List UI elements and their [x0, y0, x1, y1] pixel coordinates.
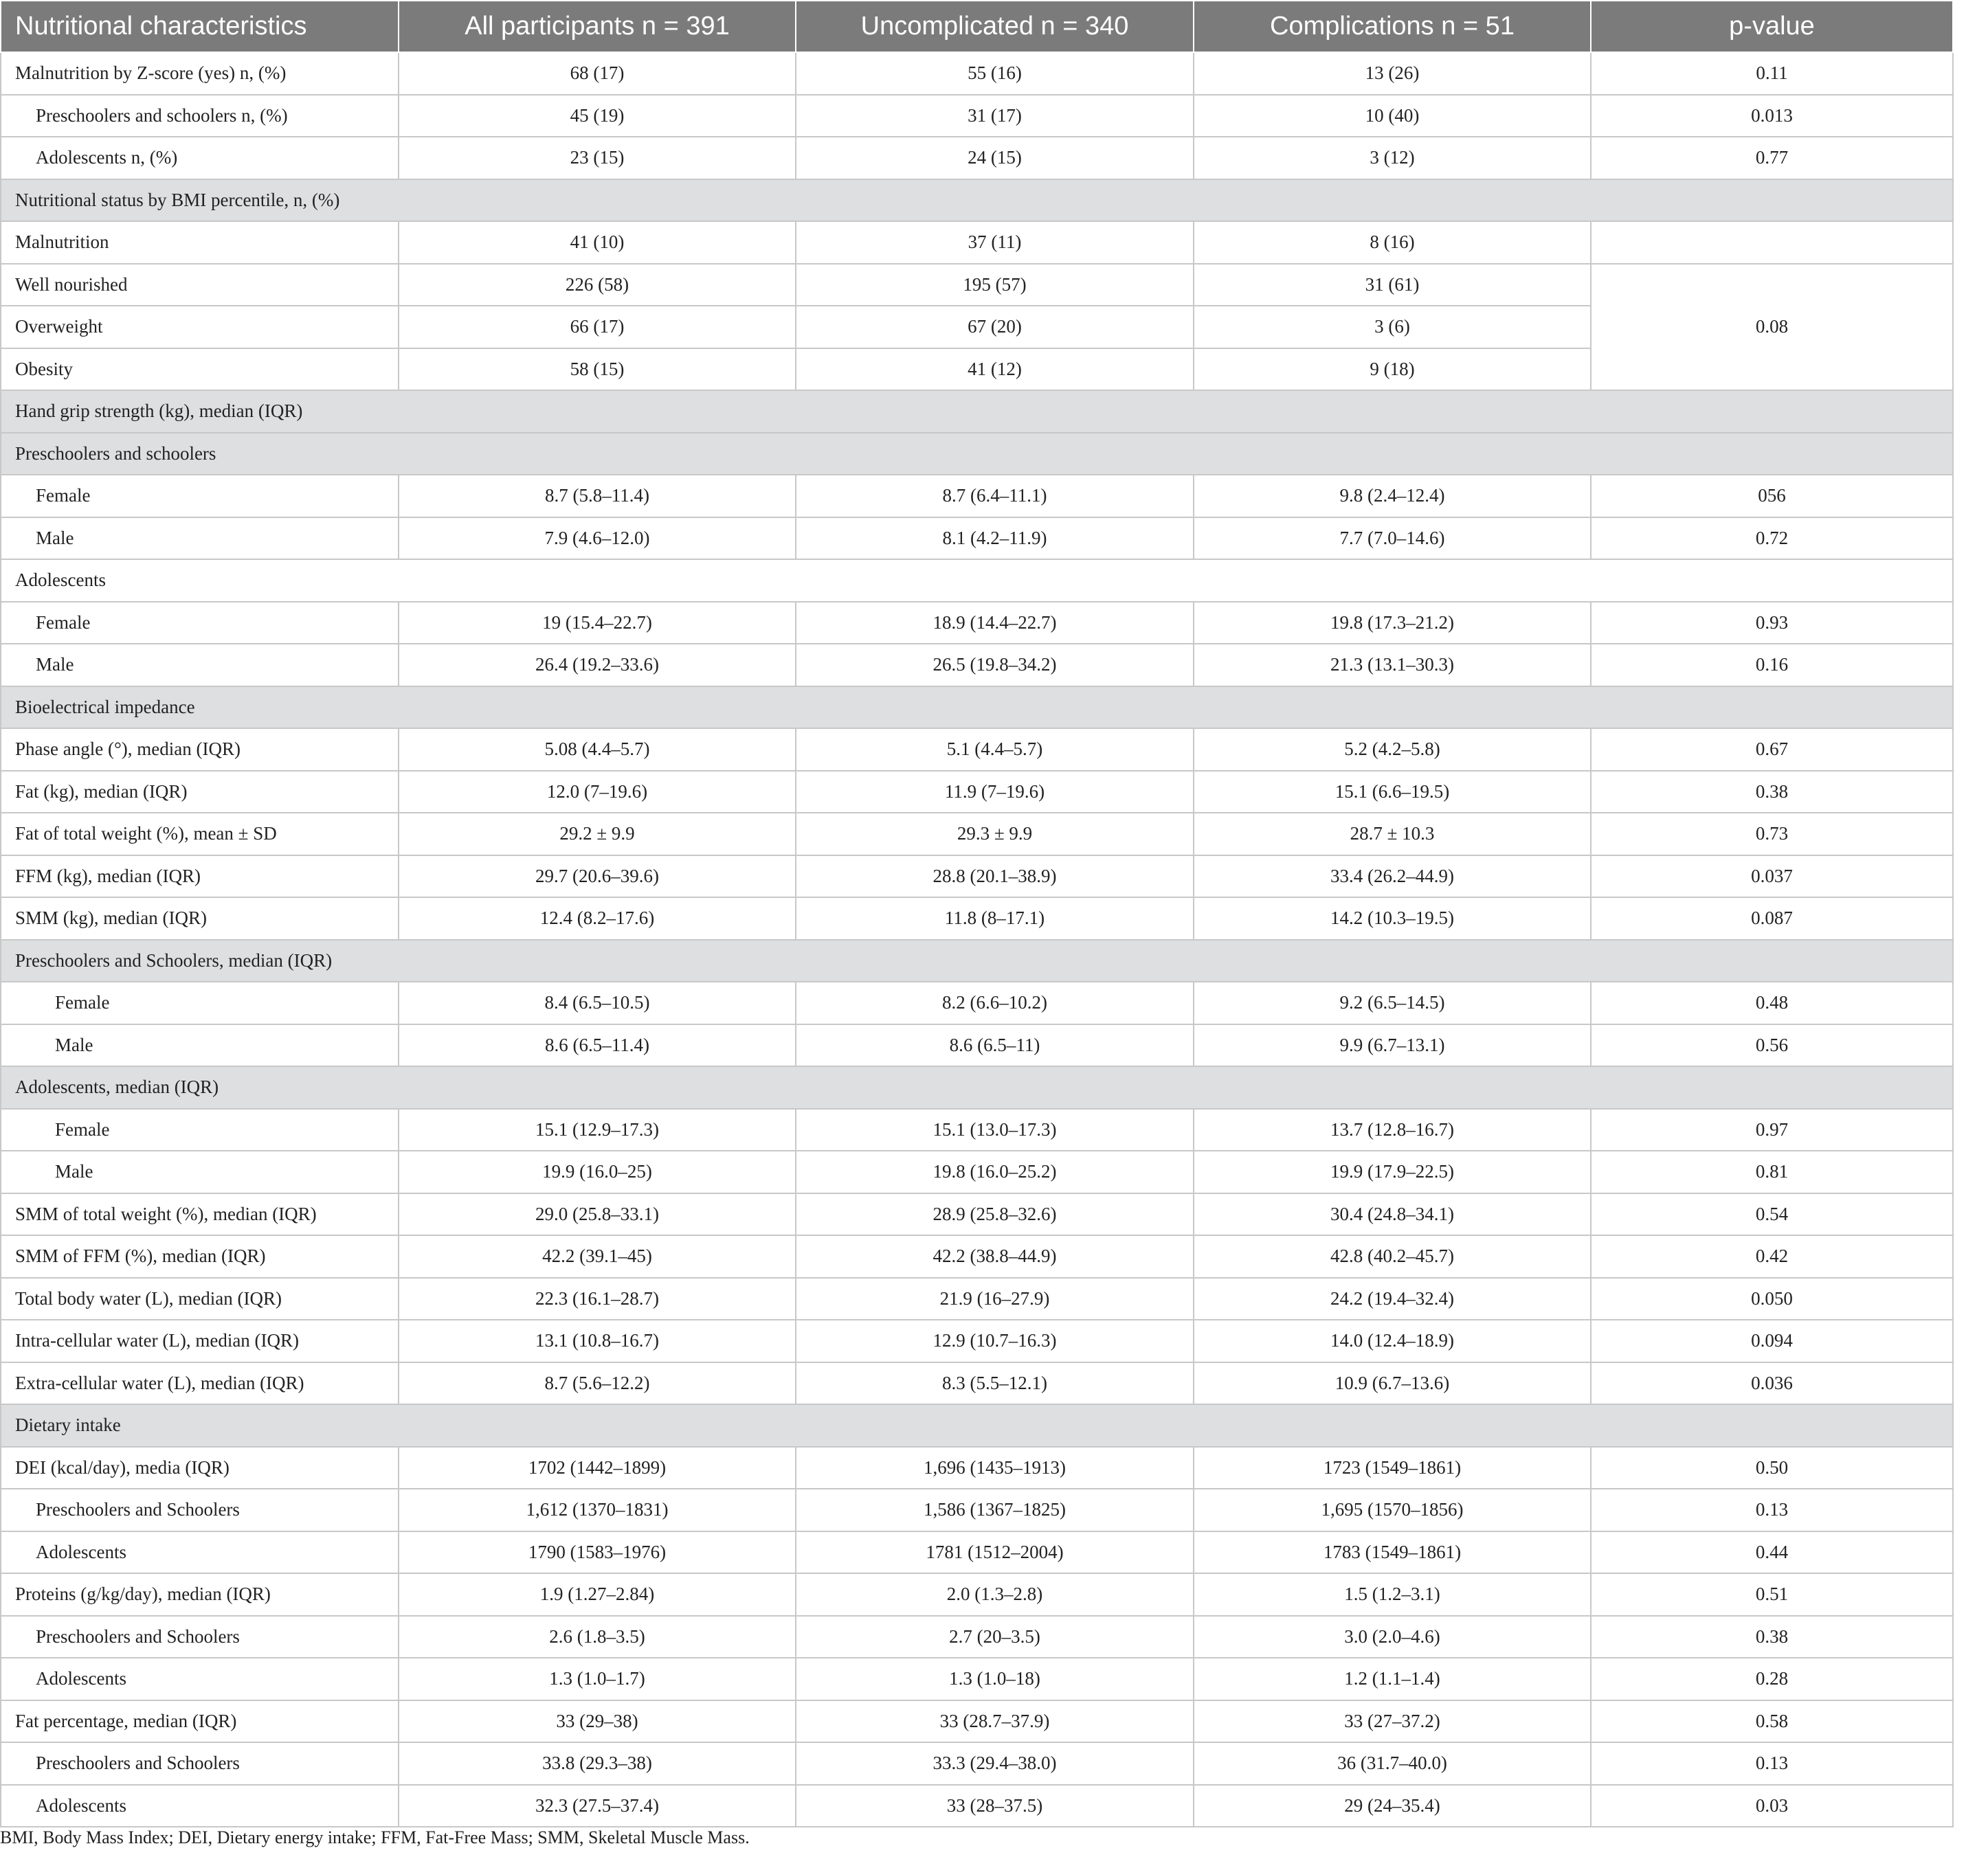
cell-p-value: 0.036 — [1591, 1362, 1953, 1405]
cell-comp: 30.4 (24.8–34.1) — [1194, 1193, 1591, 1236]
cell-unc: 11.9 (7–19.6) — [796, 771, 1194, 813]
table-row — [1, 221, 1953, 264]
cell-comp: 10 (40) — [1194, 95, 1591, 137]
table-row — [1, 264, 1953, 306]
cell-all: 23 (15) — [399, 137, 796, 179]
header-p-value: p-value — [1591, 1, 1953, 52]
cell-all: 1790 (1583–1976) — [399, 1531, 796, 1574]
cell-p-value: 0.81 — [1591, 1151, 1953, 1193]
cell-p-value: 0.77 — [1591, 137, 1953, 179]
table-row — [1, 1489, 1953, 1531]
cell-comp: 9.9 (6.7–13.1) — [1194, 1024, 1591, 1067]
cell-unc: 1,696 (1435–1913) — [796, 1447, 1194, 1489]
header-complications: Complications n = 51 — [1194, 1, 1591, 52]
cell-comp: 36 (31.7–40.0) — [1194, 1742, 1591, 1785]
row-label: Adolescents — [1, 1531, 399, 1574]
cell-p-value: 0.050 — [1591, 1278, 1953, 1320]
cell-all: 1,612 (1370–1831) — [399, 1489, 796, 1531]
cell-p-value: 0.28 — [1591, 1658, 1953, 1700]
cell-unc: 2.0 (1.3–2.8) — [796, 1573, 1194, 1616]
cell-p-value: 0.13 — [1591, 1489, 1953, 1531]
table-row — [1, 855, 1953, 898]
group-label: Adolescents — [1, 559, 1953, 602]
cell-p-value: 0.38 — [1591, 1616, 1953, 1658]
cell-p-value: 0.38 — [1591, 771, 1953, 813]
table-row — [1, 559, 1953, 602]
table-row — [1, 517, 1953, 560]
cell-all: 29.7 (20.6–39.6) — [399, 855, 796, 898]
cell-unc: 1.3 (1.0–18) — [796, 1658, 1194, 1700]
section-row — [1, 940, 1953, 982]
row-label: Preschoolers and Schoolers — [1, 1489, 399, 1531]
cell-all: 29.0 (25.8–33.1) — [399, 1193, 796, 1236]
table-row — [1, 1024, 1953, 1067]
row-label: Total body water (L), median (IQR) — [1, 1278, 399, 1320]
cell-comp: 31 (61) — [1194, 264, 1591, 306]
cell-p-value: 0.97 — [1591, 1109, 1953, 1151]
cell-p-value: 0.16 — [1591, 644, 1953, 686]
cell-all: 7.9 (4.6–12.0) — [399, 517, 796, 560]
cell-comp: 5.2 (4.2–5.8) — [1194, 728, 1591, 771]
cell-p-value — [1591, 221, 1953, 264]
cell-comp: 21.3 (13.1–30.3) — [1194, 644, 1591, 686]
cell-p-value: 0.51 — [1591, 1573, 1953, 1616]
cell-comp: 33.4 (26.2–44.9) — [1194, 855, 1591, 898]
cell-p-value: 0.50 — [1591, 1447, 1953, 1489]
cell-comp: 13.7 (12.8–16.7) — [1194, 1109, 1591, 1151]
header-characteristics: Nutritional characteristics — [1, 1, 399, 52]
cell-comp: 19.8 (17.3–21.2) — [1194, 602, 1591, 644]
cell-comp: 9.2 (6.5–14.5) — [1194, 982, 1591, 1024]
cell-p-value: 0.48 — [1591, 982, 1953, 1024]
cell-unc: 1781 (1512–2004) — [796, 1531, 1194, 1574]
table-row — [1, 95, 1953, 137]
row-label: Intra-cellular water (L), median (IQR) — [1, 1320, 399, 1362]
cell-unc: 8.3 (5.5–12.1) — [796, 1362, 1194, 1405]
row-label: Fat of total weight (%), mean ± SD — [1, 813, 399, 855]
cell-all: 1.3 (1.0–1.7) — [399, 1658, 796, 1700]
cell-comp: 1723 (1549–1861) — [1194, 1447, 1591, 1489]
cell-p-value: 0.72 — [1591, 517, 1953, 560]
cell-unc: 67 (20) — [796, 306, 1194, 348]
row-label: Female — [1, 602, 399, 644]
cell-all: 42.2 (39.1–45) — [399, 1235, 796, 1278]
header-row — [1, 1, 1953, 52]
table-row — [1, 475, 1953, 517]
row-label: Well nourished — [1, 264, 399, 306]
cell-all: 41 (10) — [399, 221, 796, 264]
cell-all: 13.1 (10.8–16.7) — [399, 1320, 796, 1362]
cell-unc: 28.8 (20.1–38.9) — [796, 855, 1194, 898]
cell-p-value: 0.08 — [1591, 264, 1953, 391]
cell-comp: 33 (27–37.2) — [1194, 1700, 1591, 1743]
cell-comp: 42.8 (40.2–45.7) — [1194, 1235, 1591, 1278]
section-row — [1, 686, 1953, 729]
table-row — [1, 1362, 1953, 1405]
cell-unc: 31 (17) — [796, 95, 1194, 137]
table-row — [1, 1573, 1953, 1616]
row-label: Overweight — [1, 306, 399, 348]
section-label: Adolescents, median (IQR) — [1, 1066, 1953, 1109]
cell-unc: 15.1 (13.0–17.3) — [796, 1109, 1194, 1151]
cell-unc: 11.8 (8–17.1) — [796, 897, 1194, 940]
table-row — [1, 1700, 1953, 1743]
row-label: Preschoolers and Schoolers — [1, 1742, 399, 1785]
cell-all: 29.2 ± 9.9 — [399, 813, 796, 855]
table-body — [1, 52, 1953, 1827]
cell-all: 8.7 (5.8–11.4) — [399, 475, 796, 517]
cell-comp: 14.0 (12.4–18.9) — [1194, 1320, 1591, 1362]
cell-p-value: 0.013 — [1591, 95, 1953, 137]
cell-unc: 21.9 (16–27.9) — [796, 1278, 1194, 1320]
table-row — [1, 1235, 1953, 1278]
cell-all: 22.3 (16.1–28.7) — [399, 1278, 796, 1320]
row-label: Female — [1, 1109, 399, 1151]
table-row — [1, 1320, 1953, 1362]
cell-comp: 29 (24–35.4) — [1194, 1785, 1591, 1827]
row-label: Adolescents — [1, 1785, 399, 1827]
cell-unc: 29.3 ± 9.9 — [796, 813, 1194, 855]
row-label: DEI (kcal/day), media (IQR) — [1, 1447, 399, 1489]
row-label: Female — [1, 475, 399, 517]
cell-comp: 3 (12) — [1194, 137, 1591, 179]
cell-unc: 24 (15) — [796, 137, 1194, 179]
table-row — [1, 1616, 1953, 1658]
row-label: Fat (kg), median (IQR) — [1, 771, 399, 813]
table-row — [1, 1278, 1953, 1320]
cell-all: 226 (58) — [399, 264, 796, 306]
cell-comp: 1,695 (1570–1856) — [1194, 1489, 1591, 1531]
section-label: Nutritional status by BMI percentile, n, (%) — [1, 179, 1953, 222]
cell-unc: 28.9 (25.8–32.6) — [796, 1193, 1194, 1236]
row-label: SMM of total weight (%), median (IQR) — [1, 1193, 399, 1236]
cell-comp: 1.2 (1.1–1.4) — [1194, 1658, 1591, 1700]
cell-all: 12.4 (8.2–17.6) — [399, 897, 796, 940]
cell-unc: 12.9 (10.7–16.3) — [796, 1320, 1194, 1362]
header-all-participants: All participants n = 391 — [399, 1, 796, 52]
row-label: Malnutrition — [1, 221, 399, 264]
row-label: Obesity — [1, 348, 399, 391]
cell-unc: 8.7 (6.4–11.1) — [796, 475, 1194, 517]
cell-p-value: 0.094 — [1591, 1320, 1953, 1362]
cell-all: 58 (15) — [399, 348, 796, 391]
cell-unc: 18.9 (14.4–22.7) — [796, 602, 1194, 644]
cell-unc: 42.2 (38.8–44.9) — [796, 1235, 1194, 1278]
section-label: Hand grip strength (kg), median (IQR) — [1, 390, 1953, 433]
cell-comp: 28.7 ± 10.3 — [1194, 813, 1591, 855]
row-label: Fat percentage, median (IQR) — [1, 1700, 399, 1743]
cell-all: 32.3 (27.5–37.4) — [399, 1785, 796, 1827]
row-label: Preschoolers and Schoolers — [1, 1616, 399, 1658]
cell-comp: 9.8 (2.4–12.4) — [1194, 475, 1591, 517]
cell-unc: 33.3 (29.4–38.0) — [796, 1742, 1194, 1785]
cell-unc: 19.8 (16.0–25.2) — [796, 1151, 1194, 1193]
table-row — [1, 602, 1953, 644]
cell-comp: 19.9 (17.9–22.5) — [1194, 1151, 1591, 1193]
table-row — [1, 1742, 1953, 1785]
cell-comp: 14.2 (10.3–19.5) — [1194, 897, 1591, 940]
cell-p-value: 0.44 — [1591, 1531, 1953, 1574]
cell-comp: 3.0 (2.0–4.6) — [1194, 1616, 1591, 1658]
row-label: Extra-cellular water (L), median (IQR) — [1, 1362, 399, 1405]
cell-unc: 26.5 (19.8–34.2) — [796, 644, 1194, 686]
footnote: BMI, Body Mass Index; DEI, Dietary energy intake; FFM, Fat-Free Mass; SMM, Skeletal Muscle Mass. — [0, 1827, 750, 1847]
cell-all: 5.08 (4.4–5.7) — [399, 728, 796, 771]
cell-all: 68 (17) — [399, 52, 796, 95]
cell-all: 12.0 (7–19.6) — [399, 771, 796, 813]
row-label: Male — [1, 1151, 399, 1193]
row-label: Phase angle (°), median (IQR) — [1, 728, 399, 771]
row-label: Adolescents — [1, 1658, 399, 1700]
row-label: Male — [1, 1024, 399, 1067]
cell-p-value: 0.56 — [1591, 1024, 1953, 1067]
cell-all: 8.4 (6.5–10.5) — [399, 982, 796, 1024]
cell-all: 33.8 (29.3–38) — [399, 1742, 796, 1785]
cell-comp: 3 (6) — [1194, 306, 1591, 348]
cell-all: 1702 (1442–1899) — [399, 1447, 796, 1489]
section-row — [1, 1404, 1953, 1447]
cell-comp: 7.7 (7.0–14.6) — [1194, 517, 1591, 560]
section-label: Preschoolers and schoolers — [1, 433, 1953, 475]
cell-unc: 41 (12) — [796, 348, 1194, 391]
table-row — [1, 1151, 1953, 1193]
cell-all: 15.1 (12.9–17.3) — [399, 1109, 796, 1151]
cell-unc: 33 (28.7–37.9) — [796, 1700, 1194, 1743]
cell-p-value: 0.93 — [1591, 602, 1953, 644]
cell-all: 8.6 (6.5–11.4) — [399, 1024, 796, 1067]
section-row — [1, 433, 1953, 475]
cell-all: 8.7 (5.6–12.2) — [399, 1362, 796, 1405]
cell-all: 19.9 (16.0–25) — [399, 1151, 796, 1193]
cell-comp: 15.1 (6.6–19.5) — [1194, 771, 1591, 813]
cell-p-value: 0.67 — [1591, 728, 1953, 771]
cell-p-value: 0.037 — [1591, 855, 1953, 898]
header-uncomplicated: Uncomplicated n = 340 — [796, 1, 1194, 52]
cell-unc: 195 (57) — [796, 264, 1194, 306]
table-row — [1, 52, 1953, 95]
row-label: Proteins (g/kg/day), median (IQR) — [1, 1573, 399, 1616]
section-label: Preschoolers and Schoolers, median (IQR) — [1, 940, 1953, 982]
cell-p-value: 0.11 — [1591, 52, 1953, 95]
cell-all: 33 (29–38) — [399, 1700, 796, 1743]
section-row — [1, 390, 1953, 433]
cell-unc: 1,586 (1367–1825) — [796, 1489, 1194, 1531]
table-row — [1, 137, 1953, 179]
cell-all: 2.6 (1.8–3.5) — [399, 1616, 796, 1658]
table-row — [1, 1658, 1953, 1700]
row-label: SMM of FFM (%), median (IQR) — [1, 1235, 399, 1278]
table-row — [1, 897, 1953, 940]
table-row — [1, 813, 1953, 855]
table-row — [1, 728, 1953, 771]
cell-p-value: 0.58 — [1591, 1700, 1953, 1743]
row-label: Male — [1, 517, 399, 560]
cell-unc: 2.7 (20–3.5) — [796, 1616, 1194, 1658]
cell-p-value: 0.087 — [1591, 897, 1953, 940]
cell-all: 66 (17) — [399, 306, 796, 348]
cell-p-value: 0.54 — [1591, 1193, 1953, 1236]
cell-unc: 33 (28–37.5) — [796, 1785, 1194, 1827]
row-label: SMM (kg), median (IQR) — [1, 897, 399, 940]
cell-unc: 37 (11) — [796, 221, 1194, 264]
cell-comp: 24.2 (19.4–32.4) — [1194, 1278, 1591, 1320]
cell-comp: 9 (18) — [1194, 348, 1591, 391]
table-row — [1, 644, 1953, 686]
row-label: Male — [1, 644, 399, 686]
cell-comp: 13 (26) — [1194, 52, 1591, 95]
cell-comp: 1783 (1549–1861) — [1194, 1531, 1591, 1574]
cell-unc: 8.1 (4.2–11.9) — [796, 517, 1194, 560]
table-row — [1, 1785, 1953, 1827]
table-row — [1, 1193, 1953, 1236]
cell-unc: 5.1 (4.4–5.7) — [796, 728, 1194, 771]
table-row — [1, 1447, 1953, 1489]
row-label: Female — [1, 982, 399, 1024]
table-row — [1, 1109, 1953, 1151]
cell-unc: 55 (16) — [796, 52, 1194, 95]
section-label: Bioelectrical impedance — [1, 686, 1953, 729]
row-label: FFM (kg), median (IQR) — [1, 855, 399, 898]
section-label: Dietary intake — [1, 1404, 1953, 1447]
section-row — [1, 179, 1953, 222]
cell-comp: 10.9 (6.7–13.6) — [1194, 1362, 1591, 1405]
cell-comp: 1.5 (1.2–3.1) — [1194, 1573, 1591, 1616]
row-label: Adolescents n, (%) — [1, 137, 399, 179]
table-row — [1, 982, 1953, 1024]
cell-p-value: 056 — [1591, 475, 1953, 517]
row-label: Preschoolers and schoolers n, (%) — [1, 95, 399, 137]
cell-p-value: 0.13 — [1591, 1742, 1953, 1785]
cell-comp: 8 (16) — [1194, 221, 1591, 264]
cell-all: 1.9 (1.27–2.84) — [399, 1573, 796, 1616]
cell-p-value: 0.73 — [1591, 813, 1953, 855]
cell-all: 19 (15.4–22.7) — [399, 602, 796, 644]
cell-p-value: 0.42 — [1591, 1235, 1953, 1278]
table-row — [1, 771, 1953, 813]
section-row — [1, 1066, 1953, 1109]
cell-all: 45 (19) — [399, 95, 796, 137]
cell-unc: 8.6 (6.5–11) — [796, 1024, 1194, 1067]
cell-p-value: 0.03 — [1591, 1785, 1953, 1827]
row-label: Malnutrition by Z-score (yes) n, (%) — [1, 52, 399, 95]
table-row — [1, 1531, 1953, 1574]
cell-unc: 8.2 (6.6–10.2) — [796, 982, 1194, 1024]
cell-all: 26.4 (19.2–33.6) — [399, 644, 796, 686]
